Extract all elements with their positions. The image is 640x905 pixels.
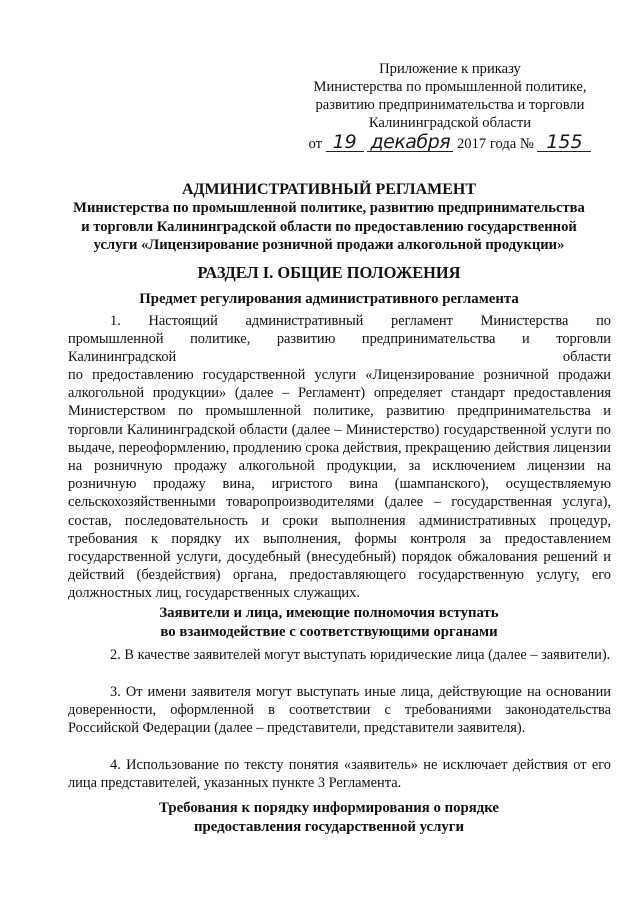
p1-word: торговли bbox=[556, 331, 611, 348]
p1-word: Калининградской bbox=[68, 349, 177, 366]
heading-subject: Предмет регулирования административного регламента bbox=[139, 291, 519, 307]
paragraph-2: 2. В качестве заявителей могут выступать юридические лица (далее – заявители). bbox=[110, 647, 611, 663]
p1-line-2 bbox=[68, 330, 611, 348]
handwritten-day: 19 bbox=[326, 134, 364, 152]
handwritten-month: декабря bbox=[367, 134, 453, 152]
p1-word: области bbox=[562, 349, 611, 366]
p1-word: развитию bbox=[276, 331, 336, 348]
heading-information-line-1: Требования к порядку информирования о порядке bbox=[159, 800, 499, 816]
p1-word: предпринимательства bbox=[361, 331, 496, 348]
section-title: РАЗДЕЛ I. ОБЩИЕ ПОЛОЖЕНИЯ bbox=[197, 263, 461, 282]
p1-word: политике, bbox=[190, 331, 251, 348]
p1-line-1 bbox=[68, 312, 611, 330]
p1-word: регламент bbox=[391, 313, 453, 329]
heading-applicants-line-2: во взаимодействие с соответствующими органами bbox=[160, 623, 498, 640]
p1-word: Настоящий bbox=[148, 313, 218, 329]
paragraph-3: 3. От имени заявителя могут выступать иные лица, действующие на основании доверенности, оформленной в соответствии с требованиями законодательства Российской Федерации (далее – представители, представители заявителя). bbox=[68, 684, 611, 737]
subtitle-line-3: услуги «Лицензирование розничной продажи алкогольной продукции» bbox=[93, 237, 565, 253]
handwritten-order-number: 155 bbox=[537, 134, 591, 152]
p1-word: административный bbox=[245, 313, 364, 329]
appendix-line-1: Приложение к приказу bbox=[379, 61, 521, 77]
order-date-line bbox=[300, 131, 600, 153]
document-title: АДМИНИСТРАТИВНЫЙ РЕГЛАМЕНТ bbox=[181, 181, 477, 198]
subtitle-line-2: и торговли Калининградской области по предоставлению государственной bbox=[81, 218, 577, 235]
appendix-line-2: Министерства по промышленной политике, bbox=[313, 79, 587, 95]
date-year-text: 2017 года № bbox=[456, 136, 534, 152]
paragraph-1-body: по предоставлению государственной услуги «Лицензирование розничной продажи алкогольной продукции» (далее – Регламент) определяет стандарт предоставления Министерством по промышленной политике, развитию предпринимательства и торговли Калининградской области (далее – Министерство) государственной услуги по выдаче, переоформлению, продлению срока действия, прекращению действия лицензии на розничную продажу алкогольной продукции, за исключением лицензии на розничную продажу вина, игристого вина (шампанского), осуществляемую сельскохозяйственными товаропроизводителями (далее – государственная услуга), состав, последовательность и сроки выполнения административных процедур, требования к порядку их выполнения, формы контроля за предоставлением государственной услуги, досудебный (внесудебный) порядок обжалования решений и действий (бездействия) органа, предоставляющего государственную услугу, его должностных лиц, государственных служащих. bbox=[68, 367, 611, 602]
appendix-block bbox=[300, 60, 600, 153]
heading-applicants bbox=[40, 604, 618, 641]
p1-word: Министерства bbox=[480, 313, 569, 329]
paragraph-1-head bbox=[68, 312, 611, 367]
p1-line-3 bbox=[68, 348, 611, 366]
p1-word: по bbox=[596, 313, 611, 329]
date-prefix: от bbox=[308, 136, 323, 152]
subtitle-line-1: Министерства по промышленной политике, развитию предпринимательства bbox=[73, 200, 585, 216]
heading-information bbox=[40, 799, 618, 836]
document-subtitle bbox=[40, 199, 618, 255]
appendix-line-4: Калининградской области bbox=[368, 115, 532, 131]
p1-word: 1. bbox=[110, 313, 121, 329]
heading-applicants-line-1: Заявители и лица, имеющие полномочия вступать bbox=[159, 605, 499, 621]
p1-word: промышленной bbox=[68, 331, 164, 348]
p1-word: и bbox=[521, 331, 530, 348]
heading-information-line-2: предоставления государственной услуги bbox=[193, 818, 465, 835]
paragraph-4: 4. Использование по тексту понятия «заявитель» не исключает действия от его лица представителей, указанных пункте 3 Регламента. bbox=[68, 757, 611, 792]
appendix-line-3: развитию предпринимательства и торговли bbox=[315, 97, 585, 113]
